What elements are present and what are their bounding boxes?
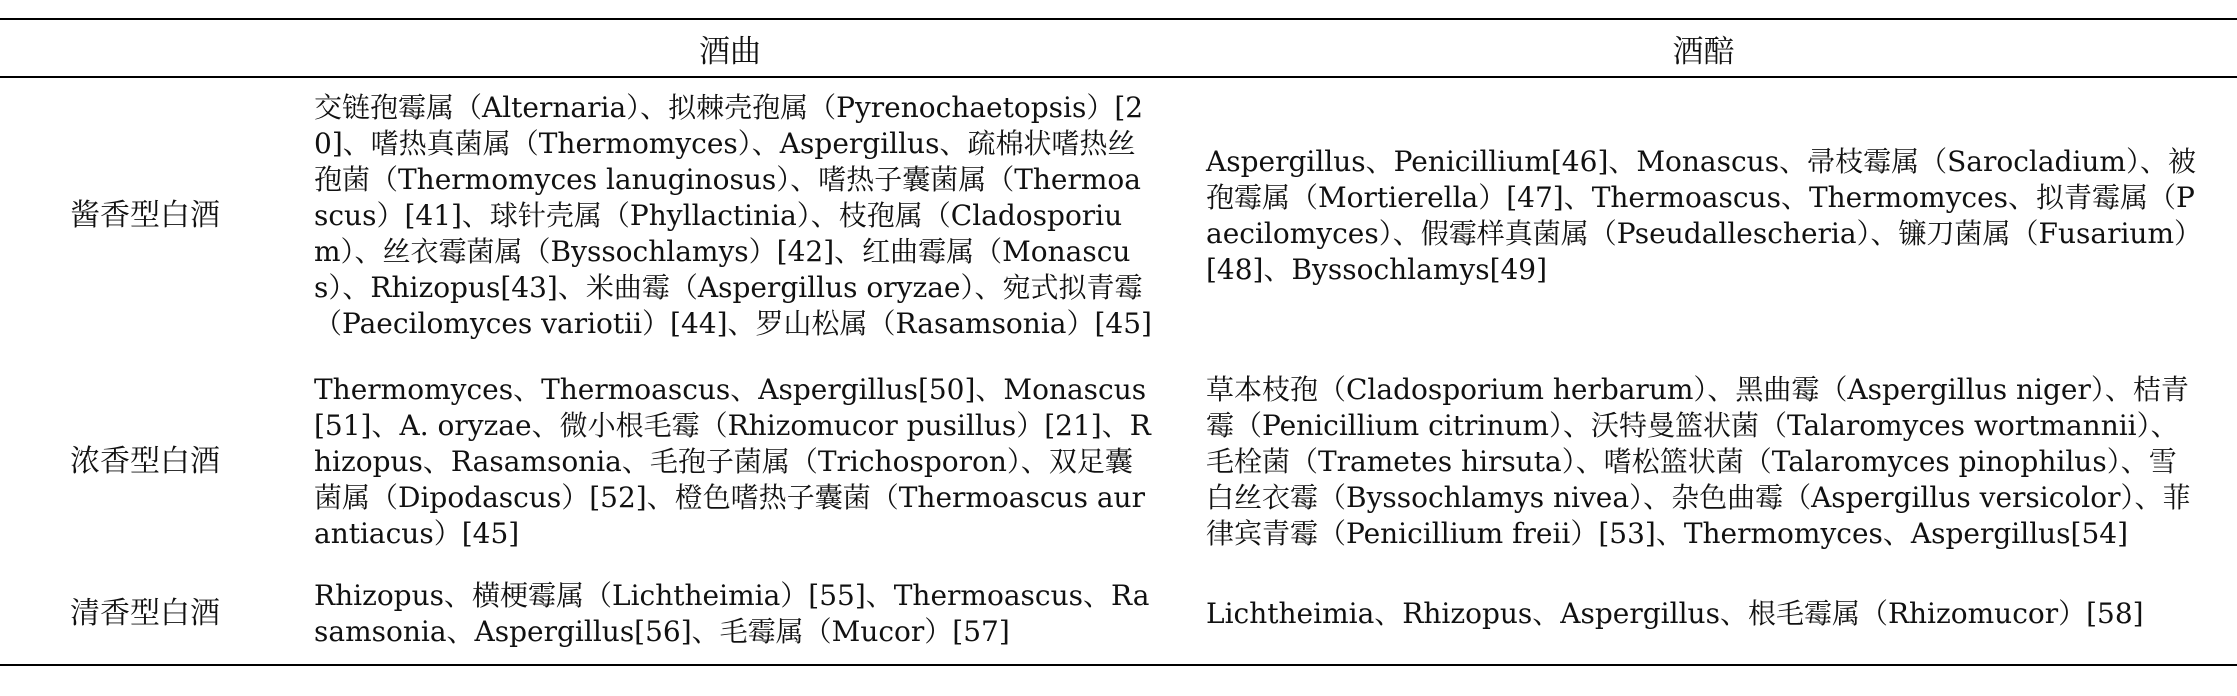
table-row <box>0 356 2237 566</box>
table-row <box>0 566 2237 665</box>
liquor-type-cell: 清香型白酒 <box>0 566 290 665</box>
jiupei-cell: 草本枝孢（Cladosporium herbarum）、黑曲霉（Aspergillus niger）、桔青霉（Penicillium citrinum）、沃特曼篮状菌（Talaromyces wortmannii）、毛栓菌（Trametes hirsuta）、嗜松篮状菌（Talaromyces pinophilus）、雪白丝衣霉（Byssochlamys nivea）、杂色曲霉（Aspergillus versicolor）、菲律宾青霉（Penicillium freii）[53]、Thermomyces、Aspergillus[54] <box>1206 373 2191 550</box>
header-cell-jiupei: 酒醅 <box>1170 19 2237 77</box>
liquor-type-cell: 酱香型白酒 <box>70 198 220 233</box>
header-row <box>0 19 2237 77</box>
table-row <box>0 77 2237 356</box>
liquor-type-cell: 浓香型白酒 <box>70 444 220 479</box>
header-cell-jiuqu: 酒曲 <box>290 19 1170 77</box>
table-header <box>0 19 2237 77</box>
jiuqu-cell: Rhizopus、横梗霉属（Lichtheimia）[55]、Thermoascus、Rasamsonia、Aspergillus[56]、毛霉属（Mucor）[57] <box>290 566 1170 665</box>
jiuqu-cell: 交链孢霉属（Alternaria）、拟棘壳孢属（Pyrenochaetopsis）[20]、嗜热真菌属（Thermomyces）、Aspergillus、疏棉状嗜热丝孢菌（Thermomyces lanuginosus）、嗜热子囊菌属（Thermoascus）[41]、球针壳属（Phyllactinia）、枝孢属（Cladosporium）、丝衣霉菌属（Byssochlamys）[42]、红曲霉属（Monascus）、Rhizopus[43]、米曲霉（Aspergillus oryzae）、宛式拟青霉（Paecilomyces variotii）[44]、罗山松属（Rasamsonia）[45] <box>314 91 1152 340</box>
table-body <box>0 77 2237 665</box>
jiupei-cell: Lichtheimia、Rhizopus、Aspergillus、根毛霉属（Rhizomucor）[58] <box>1170 566 2237 665</box>
header-cell-type <box>0 19 290 77</box>
jiuqu-cell: Thermomyces、Thermoascus、Aspergillus[50]、Monascus[51]、A. oryzae、微小根毛霉（Rhizomucor pusillus）[21]、Rhizopus、Rasamsonia、毛孢子菌属（Trichosporon）、双足囊菌属（Dipodascus）[52]、橙色嗜热子囊菌（Thermoascus aurantiacus）[45] <box>314 373 1151 550</box>
fungal-genera-table <box>0 18 2237 666</box>
jiupei-cell: Aspergillus、Penicillium[46]、Monascus、帚枝霉属（Sarocladium）、被孢霉属（Mortierella）[47]、Thermoascus、Thermomyces、拟青霉属（Paecilomyces）、假霉样真菌属（Pseudallescheria）、镰刀菌属（Fusarium）[48]、Byssochlamys[49] <box>1206 145 2196 286</box>
